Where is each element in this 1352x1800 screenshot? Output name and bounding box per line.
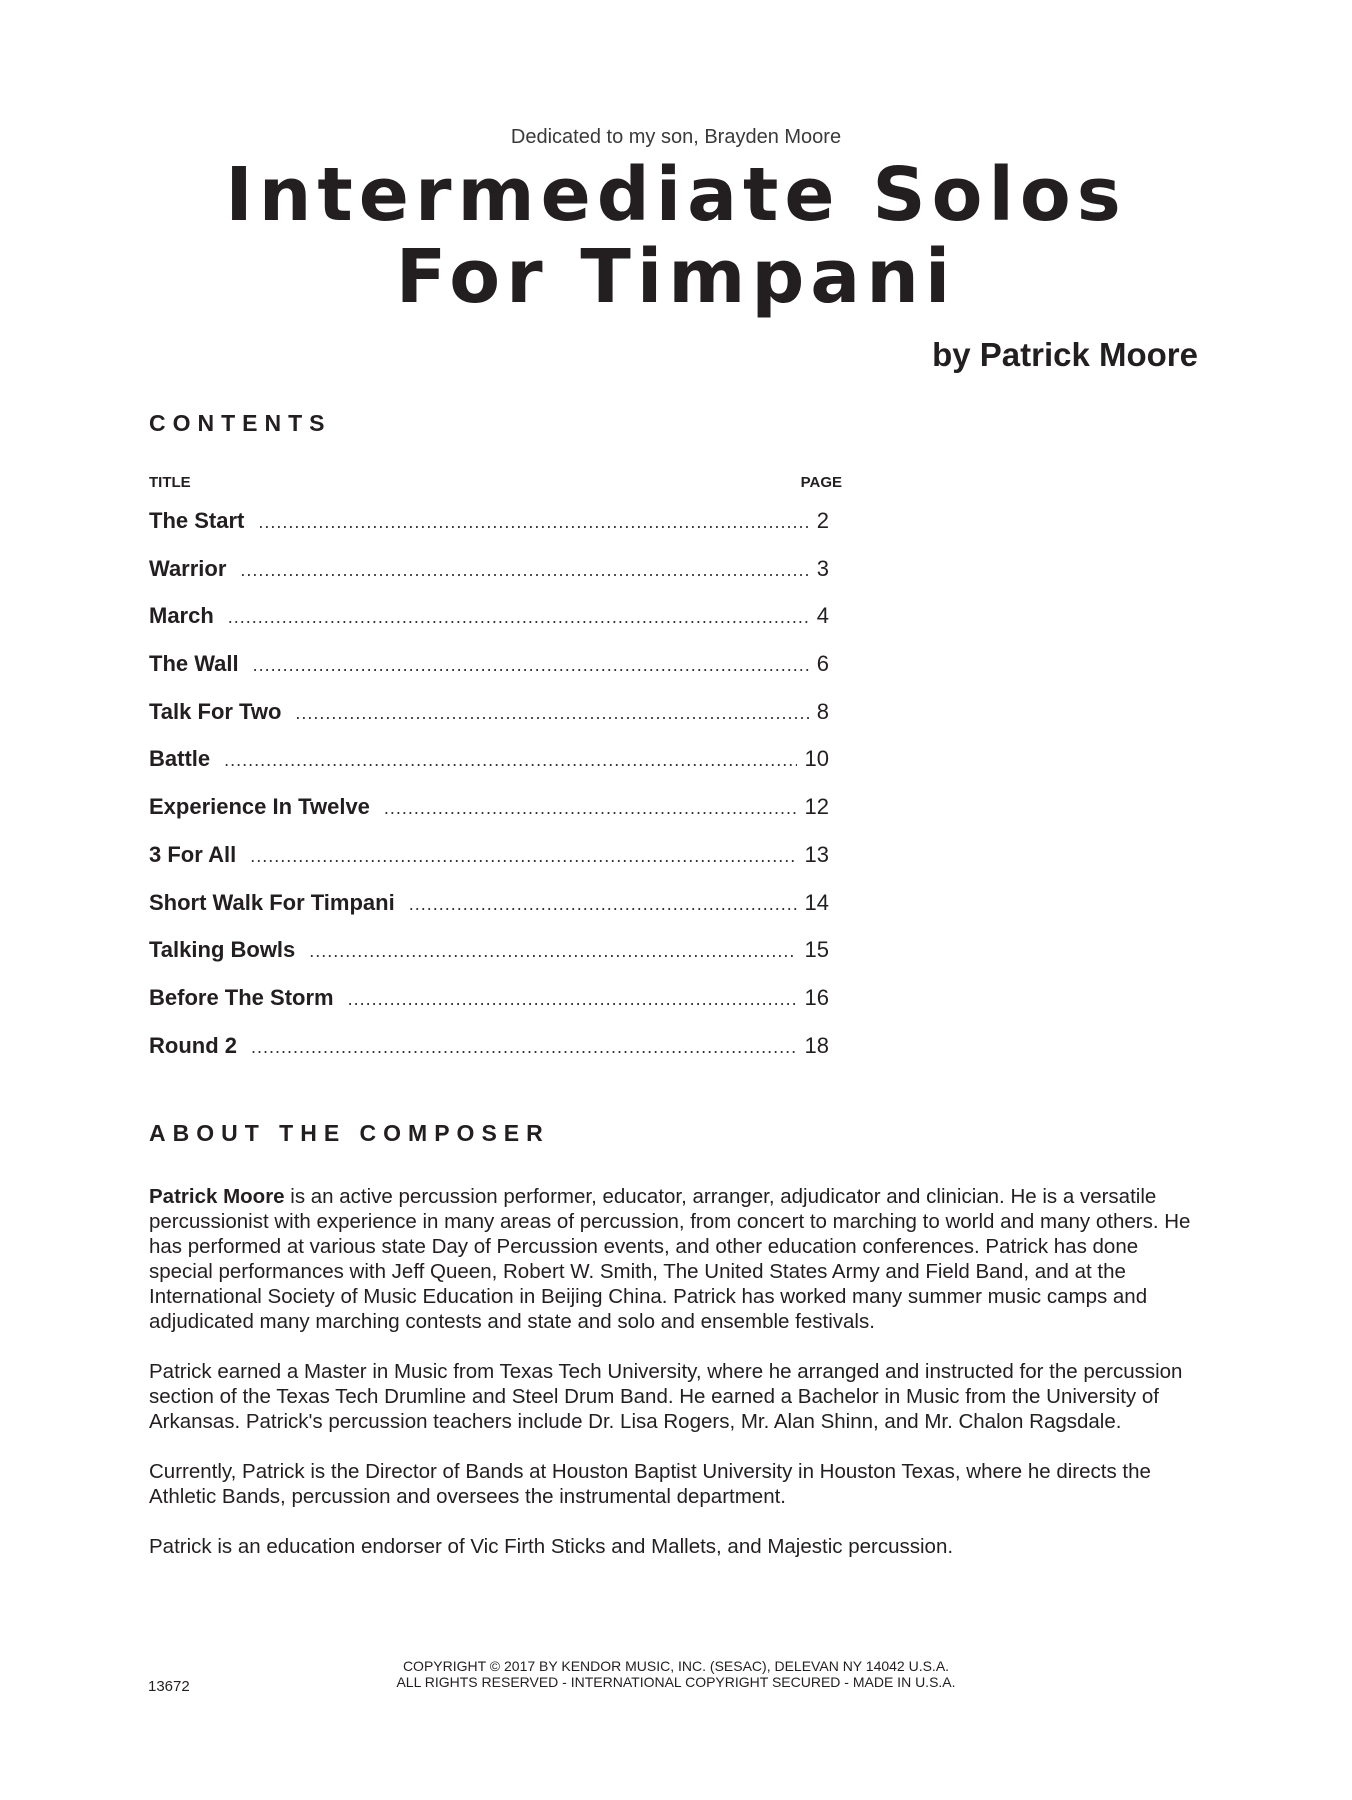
dedication: Dedicated to my son, Brayden Moore [510,126,842,148]
toc-entry-title: Experience In Twelve [149,794,370,820]
about-paragraph-4: Patrick is an education endorser of Vic Firth Sticks and Mallets, and Majestic percussion. [149,1535,954,1558]
table-of-contents [149,508,829,1080]
toc-entry [149,794,829,842]
toc-entry [149,985,829,1033]
about-composer-body [149,1184,1205,1584]
title-line-2: For Timpani [395,234,957,320]
toc-entry [149,746,829,794]
toc-entry-title: Before The Storm [149,984,334,1010]
toc-entry-title: Battle [149,746,211,772]
toc-entry [149,603,829,651]
toc-entry [149,937,829,985]
toc-entry-title: Short Walk For Timpani [149,889,395,915]
toc-entry-title: Round 2 [149,1032,237,1058]
toc-entry [149,890,829,938]
toc-entry-title: Talk For Two [149,698,282,724]
catalog-number: 13672 [148,1678,190,1695]
dot-leader [258,512,808,533]
column-header-page: PAGE [800,474,842,491]
dot-leader [253,655,809,676]
toc-entry [149,508,829,556]
dot-leader [224,750,796,771]
toc-entry [149,556,829,604]
dot-leader [409,894,797,915]
dot-leader [309,941,796,962]
toc-entry-page: 3 [816,555,829,581]
toc-entry-page: 4 [816,603,829,629]
copyright-line-2: ALL RIGHTS RESERVED - INTERNATIONAL COPYRIGHT SECURED - MADE IN U.S.A. [396,1674,956,1690]
title-line-1: Intermediate Solos [225,152,1127,238]
dot-leader [348,989,797,1010]
about-heading: ABOUT THE COMPOSER [149,1120,550,1146]
toc-entry [149,651,829,699]
toc-entry-page: 15 [804,937,829,963]
about-paragraph-2: Patrick earned a Master in Music from Texas Tech University, where he arranged and instructed for the percussion section of the Texas Tech Drumline and Steel Drum Band. He earned a Bachelor in Music from the University of Arkansas. Patrick's percussion teachers include Dr. Lisa Rogers, Mr. Alan Shinn, and Mr. Chalon Ragsdale. [149,1360,1183,1433]
copyright-line-1: COPYRIGHT © 2017 BY KENDOR MUSIC, INC. (SESAC), DELEVAN NY 14042 U.S.A. [402,1658,950,1674]
page-title [0,154,1352,318]
composer-name: Patrick Moore [149,1185,285,1208]
dot-leader [251,1037,797,1058]
toc-entry [149,1033,829,1081]
toc-entry-title: 3 For All [149,841,237,867]
contents-column-headers [149,474,842,491]
about-paragraph-1 [149,1184,1205,1334]
contents-heading: CONTENTS [149,410,332,436]
toc-entry-title: The Start [149,508,245,533]
column-header-title: TITLE [149,474,191,491]
toc-entry-title: March [149,603,214,629]
about-paragraph-3: Currently, Patrick is the Director of Bands at Houston Baptist University in Houston Texas, where he directs the Athletic Bands, percussion and oversees the instrumental department. [149,1460,1151,1508]
toc-entry-page: 13 [804,841,829,867]
toc-entry-page: 12 [804,794,829,820]
toc-entry-title: The Wall [149,651,239,677]
byline: by Patrick Moore [932,336,1198,373]
about-paragraph-1-text: is an active percussion performer, educator, arranger, adjudicator and clinician. He is a versatile percussionist with experience in many areas of percussion, from concert to marching to world and many others. He has performed at various state Day of Percussion events, and other education conferences. Patrick has done special performances with Jeff Queen, Robert W. Smith, The United States Army and Field Band, and at the International Society of Music Education in Beijing China. Patrick has worked many summer music camps and adjudicated many marching contests and state and solo and ensemble festivals. [149,1185,1191,1333]
copyright-notice [0,1658,1352,1690]
toc-entry-page: 14 [804,889,829,915]
dot-leader [228,607,809,628]
toc-entry-page: 18 [804,1032,829,1058]
toc-entry-page: 2 [816,508,829,533]
toc-entry-title: Talking Bowls [149,937,296,963]
dot-leader [295,703,808,724]
toc-entry-page: 8 [816,698,829,724]
toc-entry-page: 10 [804,746,829,772]
dot-leader [250,846,796,867]
toc-entry-title: Warrior [149,555,227,581]
dot-leader [384,798,797,819]
toc-entry [149,842,829,890]
toc-entry [149,699,829,747]
dot-leader [240,560,808,581]
toc-entry-page: 6 [816,651,829,677]
toc-entry-page: 16 [804,984,829,1010]
